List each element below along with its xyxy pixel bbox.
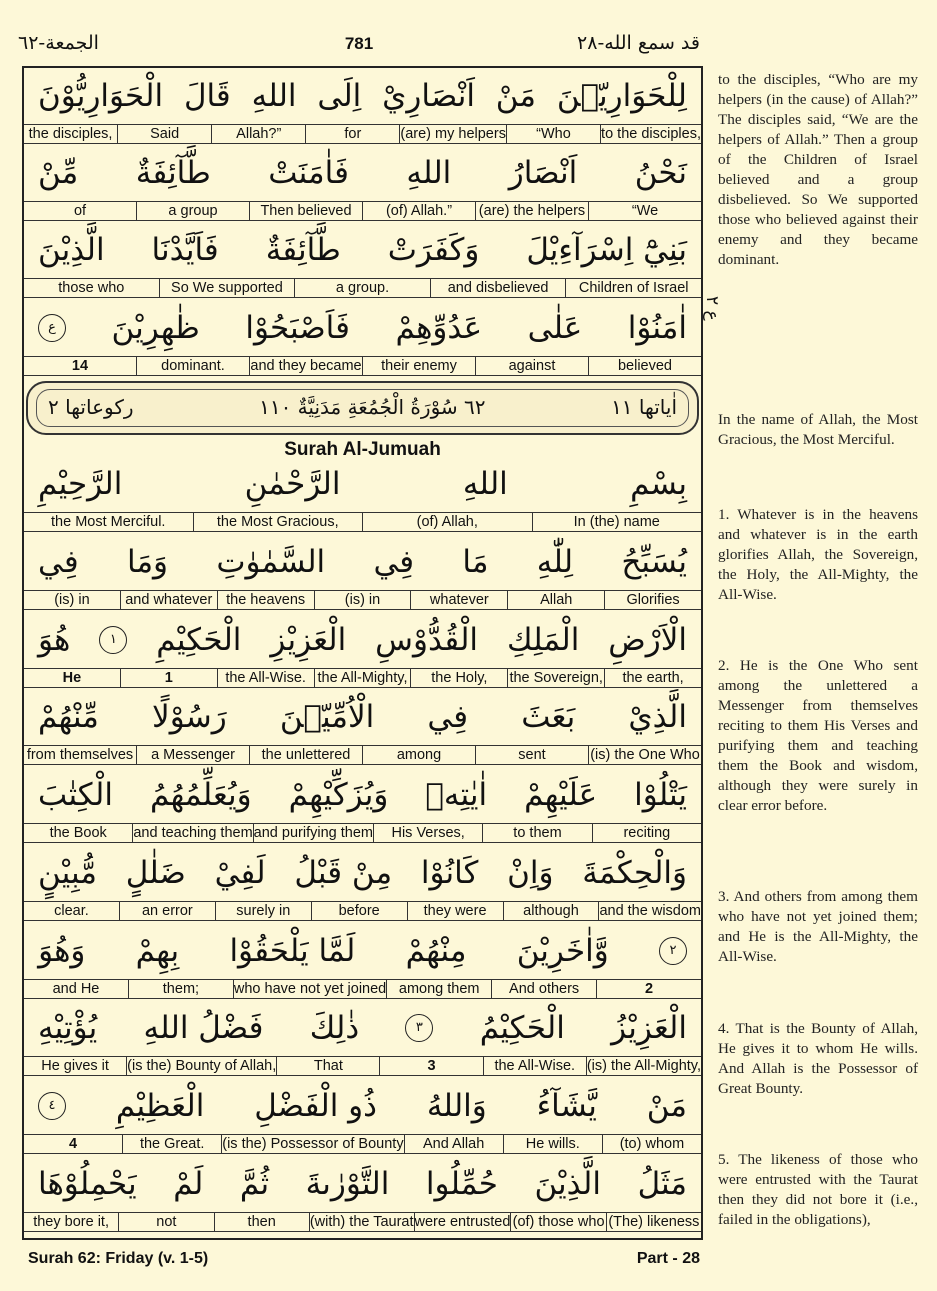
surah-header: الجمعة-٦٢ <box>18 32 99 54</box>
gloss-word: That <box>276 1057 379 1075</box>
arabic-word: وَاللهُ <box>426 1088 487 1124</box>
arabic-word: عَلَيْهِمْ <box>524 777 598 813</box>
gloss-word: the Great. <box>122 1135 221 1153</box>
arabic-word: حُمِّلُوا <box>425 1166 498 1202</box>
arabic-word: اَنْصَارِيْ <box>382 78 475 114</box>
gloss-word: among them <box>386 980 491 998</box>
gloss-word: 4 <box>69 1136 78 1152</box>
english-gloss-line <box>24 201 701 221</box>
english-gloss-line <box>24 979 701 999</box>
gloss-word: and disbelieved <box>430 279 566 297</box>
arabic-word: الْمَلِكِ <box>506 622 580 658</box>
word-by-word-grid <box>22 66 703 1240</box>
arabic-word: السَّمٰوٰتِ <box>216 544 326 580</box>
gloss-word: And Allah <box>404 1135 503 1153</box>
gloss-word: and the wisdom <box>599 903 701 919</box>
gloss-word: 2 <box>596 980 701 998</box>
gloss-word: (to) whom <box>602 1135 701 1153</box>
footer-surah: Surah 62: Friday (v. 1-5) <box>28 1250 209 1267</box>
arabic-line <box>24 1000 701 1056</box>
arabic-line <box>24 612 701 668</box>
gloss-word: among <box>362 746 475 764</box>
banner-ruku-count: رکوعاتها ٢ <box>48 395 134 419</box>
arabic-word: الَّذِيْ <box>628 699 687 735</box>
gloss-word: and they became <box>250 358 362 374</box>
arabic-word: يَحْمِلُوْهَا <box>38 1166 137 1202</box>
arabic-word: وَمَا <box>127 544 169 580</box>
gloss-word: and He <box>52 981 100 997</box>
gloss-word: a group. <box>294 279 430 297</box>
arabic-word: مُّبِيْنٍ <box>38 855 97 891</box>
gloss-word: Then believed <box>249 202 362 220</box>
arabic-word: وَّاٰخَرِيْنَ <box>516 933 609 969</box>
arabic-word: الرَّحْمٰنِ <box>244 466 341 502</box>
arabic-line <box>24 222 701 278</box>
page-footer <box>28 1250 700 1268</box>
arabic-word: الْعَزِيْزِ <box>270 622 347 658</box>
gloss-word: their enemy <box>362 357 475 375</box>
arabic-line <box>24 300 701 356</box>
arabic-word: يَتْلُوْا <box>634 777 687 813</box>
gloss-word: Glorifies <box>604 591 701 609</box>
gloss-word: (is) the One Who <box>588 746 701 764</box>
english-gloss-line <box>24 901 701 921</box>
gloss-word: sent <box>475 746 588 764</box>
arabic-word: ظٰهِرِيْنَ <box>111 310 200 346</box>
arabic-word: اَنْصَارُ <box>508 155 578 191</box>
gloss-word: a Messenger <box>136 746 249 764</box>
gloss-word: 3 <box>379 1057 482 1075</box>
gloss-word: dominant. <box>136 357 249 375</box>
arabic-line <box>24 1078 701 1134</box>
arabic-word: الْاُمِّيّٖنَ <box>279 699 375 735</box>
arabic-word: التَّوْرٰىةَ <box>305 1166 390 1202</box>
arabic-word: رَسُوْلًا <box>152 699 227 735</box>
gloss-word: the Most Merciful. <box>51 514 166 530</box>
arabic-word: الْعَزِيْزُ <box>611 1010 687 1046</box>
gloss-word: were entrusted <box>414 1214 511 1230</box>
arabic-word: بِسْمِ <box>630 466 687 502</box>
arabic-word: لَمْ <box>173 1166 204 1202</box>
arabic-word: اٰيٰتِهٖ <box>425 777 488 813</box>
arabic-word: مَنْ <box>646 1088 687 1124</box>
translation-paragraph: 2. He is the One Who sent among the unlettered a Messenger from themselves reciting to them His Verses and purifying them and teaching them the Book and wisdom, although they were surely in clear error before. <box>718 657 918 814</box>
gloss-word: they bore it, <box>33 1214 109 1230</box>
ruku-marker: ع ٢ <box>702 296 722 321</box>
arabic-word: وَاِنْ <box>507 855 554 891</box>
surah-banner <box>26 381 699 435</box>
gloss-word: believed <box>588 357 701 375</box>
gloss-word: He <box>62 670 82 686</box>
gloss-word: who have not yet joined <box>233 981 387 997</box>
arabic-word: الْاَرْضِ <box>608 622 687 658</box>
gloss-word: and purifying them <box>253 825 373 841</box>
gloss-word: (are) my helpers <box>400 126 506 142</box>
gloss-word: then <box>214 1213 309 1231</box>
arabic-word: الَّذِيْنَ <box>38 232 105 268</box>
arabic-word: الْقُدُّوْسِ <box>375 622 478 658</box>
arabic-line <box>24 689 701 745</box>
gloss-word: the heavens <box>217 591 314 609</box>
arabic-word: طَّآئِفَةٌ <box>265 232 341 268</box>
arabic-word: الْحَوَارِيُّوْنَ <box>38 78 164 114</box>
arabic-word: لِلْحَوَارِيّٖنَ <box>556 78 687 114</box>
arabic-line <box>24 534 701 590</box>
arabic-word: هُوَ <box>38 622 71 658</box>
gloss-word: to the disciples, <box>601 126 701 142</box>
english-gloss-line <box>24 124 701 144</box>
gloss-word: He wills. <box>503 1135 602 1153</box>
gloss-word: although <box>503 902 599 920</box>
arabic-word: اِلَى <box>317 78 362 114</box>
gloss-word: the Most Gracious, <box>193 513 363 531</box>
arabic-word: ع <box>38 314 66 342</box>
gloss-word: of <box>73 203 87 219</box>
arabic-line <box>24 68 701 124</box>
arabic-word: مِّنْ <box>38 155 79 191</box>
part-header: قد سمع الله-٢٨ <box>577 32 700 54</box>
gloss-word: 1 <box>120 669 217 687</box>
arabic-word: نَحْنُ <box>634 155 687 191</box>
gloss-word: the Book <box>49 825 107 841</box>
arabic-word: وَيُزَكِّيْهِمْ <box>288 777 389 813</box>
gloss-word: the earth, <box>604 669 701 687</box>
arabic-word: وَيُعَلِّمُهُمُ <box>149 777 252 813</box>
banner-surah-name: ٦٢ سُوْرَةُ الْجُمُعَةِ مَدَنِيَّةٌ ١١٠ <box>259 395 486 419</box>
gloss-word: Said <box>117 125 211 143</box>
arabic-word: يُؤْتِيْهِ <box>38 1010 98 1046</box>
gloss-word: (is) in <box>314 591 411 609</box>
english-gloss-line <box>24 356 701 376</box>
gloss-word: surely in <box>215 902 311 920</box>
translation-paragraph: to the disciples, “Who are my helpers (in the cause) of Allah?” The disciples said, “We are the helpers of Allah.” Then a group of the Children of Israel believed and a group disbelieved. So We supported those who believed against their enemy and they became dominant. <box>718 71 918 268</box>
arabic-word: الْحَكِيْمُ <box>479 1010 565 1046</box>
page-header <box>18 30 700 60</box>
gloss-word: (The) likeness <box>606 1213 701 1231</box>
gloss-word: and whatever <box>120 591 217 609</box>
gloss-word: “Who <box>506 125 600 143</box>
arabic-word: مِّنْهُمْ <box>38 699 99 735</box>
arabic-word: بَعَثَ <box>521 699 576 735</box>
arabic-word: ثُمَّ <box>239 1166 270 1202</box>
arabic-word: ٤ <box>38 1092 66 1120</box>
arabic-word: كَانُوْا <box>420 855 479 891</box>
gloss-word: those who <box>58 280 125 296</box>
gloss-word: to them <box>482 824 591 842</box>
arabic-word: ضَلٰلٍ <box>125 855 186 891</box>
gloss-word: reciting <box>592 824 701 842</box>
surah-title: Surah Al-Jumuah <box>284 439 441 460</box>
arabic-word: يُسَبِّحُ <box>621 544 687 580</box>
gloss-word: (are) the helpers <box>475 202 588 220</box>
gloss-word: not <box>118 1213 213 1231</box>
gloss-word: (is the) Bounty of Allah, <box>127 1058 277 1074</box>
arabic-word: مَثَلُ <box>637 1166 687 1202</box>
english-gloss-line <box>24 745 701 765</box>
gloss-word: 14 <box>71 358 89 374</box>
arabic-word: فِي <box>427 699 469 735</box>
gloss-word: In (the) name <box>532 513 702 531</box>
gloss-word: before <box>311 902 407 920</box>
gloss-word: them; <box>128 980 233 998</box>
arabic-word: وَالْحِكْمَةَ <box>582 855 687 891</box>
arabic-word: ذُو الْفَضْلِ <box>254 1088 377 1124</box>
arabic-word: عَلٰى <box>527 310 583 346</box>
arabic-word: مَا <box>462 544 489 580</box>
english-gloss-line <box>24 1134 701 1154</box>
translation-paragraph: 3. And others from among them who have not yet joined them; and He is the All-Mighty, the All-Wise. <box>718 888 918 965</box>
arabic-word: الرَّحِيْمِ <box>38 466 123 502</box>
arabic-word: مِنْ قَبْلُ <box>294 855 393 891</box>
gloss-word: clear. <box>54 903 89 919</box>
arabic-word: اٰمَنُوْا <box>627 310 687 346</box>
english-gloss-line <box>24 512 701 532</box>
arabic-word: لَفِيْ <box>214 855 266 891</box>
arabic-word: طَّآئِفَةٌ <box>135 155 211 191</box>
arabic-word: فِي <box>373 544 415 580</box>
gloss-word: against <box>475 357 588 375</box>
gloss-word: Children of Israel <box>565 279 701 297</box>
arabic-word: فَاَيَّدْنَا <box>151 232 219 268</box>
english-gloss-line <box>24 590 701 610</box>
gloss-word: for <box>305 125 399 143</box>
gloss-word: the disciples, <box>28 126 113 142</box>
arabic-line <box>24 845 701 901</box>
arabic-word: ٣ <box>405 1014 433 1042</box>
english-gloss-line <box>24 823 701 843</box>
gloss-word: and teaching them <box>133 825 253 841</box>
arabic-word: مَنْ <box>495 78 536 114</box>
arabic-word: فَاَصْبَحُوْا <box>245 310 350 346</box>
gloss-word: And others <box>491 980 596 998</box>
banner-ayat-count: اٰياتها ١١ <box>611 395 677 419</box>
arabic-line <box>24 767 701 823</box>
arabic-word: عَدُوِّهِمْ <box>395 310 483 346</box>
arabic-word: لِلّٰهِ <box>536 544 574 580</box>
arabic-word: ١ <box>99 626 127 654</box>
gloss-word: they were <box>407 902 503 920</box>
arabic-word: قَالَ <box>183 78 231 114</box>
gloss-word: the All-Wise. <box>217 669 314 687</box>
gloss-word: whatever <box>410 591 507 609</box>
english-gloss-line <box>24 1056 701 1076</box>
gloss-word: So We supported <box>159 279 295 297</box>
page-number: 781 <box>344 34 374 53</box>
arabic-word: اللهِ <box>251 78 297 114</box>
arabic-line <box>24 145 701 201</box>
english-gloss-line <box>24 278 701 298</box>
gloss-word: Allah <box>507 591 604 609</box>
arabic-word: الْحَكِيْمِ <box>156 622 242 658</box>
arabic-word: ذٰلِكَ <box>309 1010 360 1046</box>
arabic-line <box>24 1156 701 1212</box>
arabic-word: الْكِتٰبَ <box>38 777 113 813</box>
arabic-word: اللهِ <box>462 466 508 502</box>
arabic-word: فِي <box>38 544 79 580</box>
gloss-word: He gives it <box>41 1058 109 1074</box>
arabic-word: يَّشَآءُ <box>536 1088 597 1124</box>
translation-paragraph: In the name of Allah, the Most Gracious, the Most Merciful. <box>718 411 918 448</box>
gloss-word: the unlettered <box>249 746 362 764</box>
translation-paragraph: 1. Whatever is in the heavens and whatever is in the earth glorifies Allah, the Sovereign, the Holy, the All-Mighty, the All-Wise. <box>718 506 918 603</box>
gloss-word: (with) the Taurat <box>309 1214 414 1230</box>
gloss-word: the All-Wise. <box>483 1057 586 1075</box>
gloss-word: His Verses, <box>373 824 482 842</box>
gloss-word: (is the) Possessor of Bounty <box>222 1136 404 1152</box>
arabic-line <box>24 456 701 512</box>
arabic-word: فَضْلُ اللهِ <box>143 1010 264 1046</box>
gloss-word: a group <box>136 202 249 220</box>
gloss-word: “We <box>588 202 701 220</box>
arabic-word: مِنْهُمْ <box>405 933 467 969</box>
gloss-word: the Holy, <box>410 669 507 687</box>
gloss-word: (of) Allah, <box>362 513 532 531</box>
arabic-word: وَهُوَ <box>38 933 86 969</box>
arabic-word: لَمَّا يَلْحَقُوْا <box>229 933 356 969</box>
arabic-word: اللهِ <box>406 155 452 191</box>
arabic-word: ٢ <box>659 937 687 965</box>
arabic-line <box>24 923 701 979</box>
gloss-word: Allah?” <box>211 125 305 143</box>
arabic-word: الَّذِيْنَ <box>534 1166 601 1202</box>
arabic-word: الْعَظِيْمِ <box>115 1088 205 1124</box>
gloss-word: (is) the All-Mighty, <box>586 1058 701 1074</box>
gloss-word: (is) in <box>54 592 90 608</box>
english-gloss-line <box>24 1212 701 1232</box>
gloss-word: (of) Allah.” <box>362 202 475 220</box>
gloss-word: an error <box>119 902 215 920</box>
english-gloss-line <box>24 668 701 688</box>
arabic-word: بَنِيْٓ اِسْرَآءِيْلَ <box>526 232 687 268</box>
arabic-word: بِهِمْ <box>135 933 180 969</box>
gloss-word: (of) those who <box>510 1213 605 1231</box>
arabic-word: فَاٰمَنَتْ <box>268 155 349 191</box>
gloss-word: from themselves <box>26 747 134 763</box>
arabic-word: وَكَفَرَتْ <box>387 232 480 268</box>
gloss-word: the All-Mighty, <box>314 669 411 687</box>
footer-part: Part - 28 <box>636 1250 700 1267</box>
gloss-word: the Sovereign, <box>507 669 604 687</box>
translation-paragraph: 5. The likeness of those who were entrusted with the Taurat then they did not bore it (i.e., failed in the obligations), <box>718 1151 918 1228</box>
translation-paragraph: 4. That is the Bounty of Allah, He gives it to whom He wills. And Allah is the Possessor of Great Bounty. <box>718 1020 918 1097</box>
